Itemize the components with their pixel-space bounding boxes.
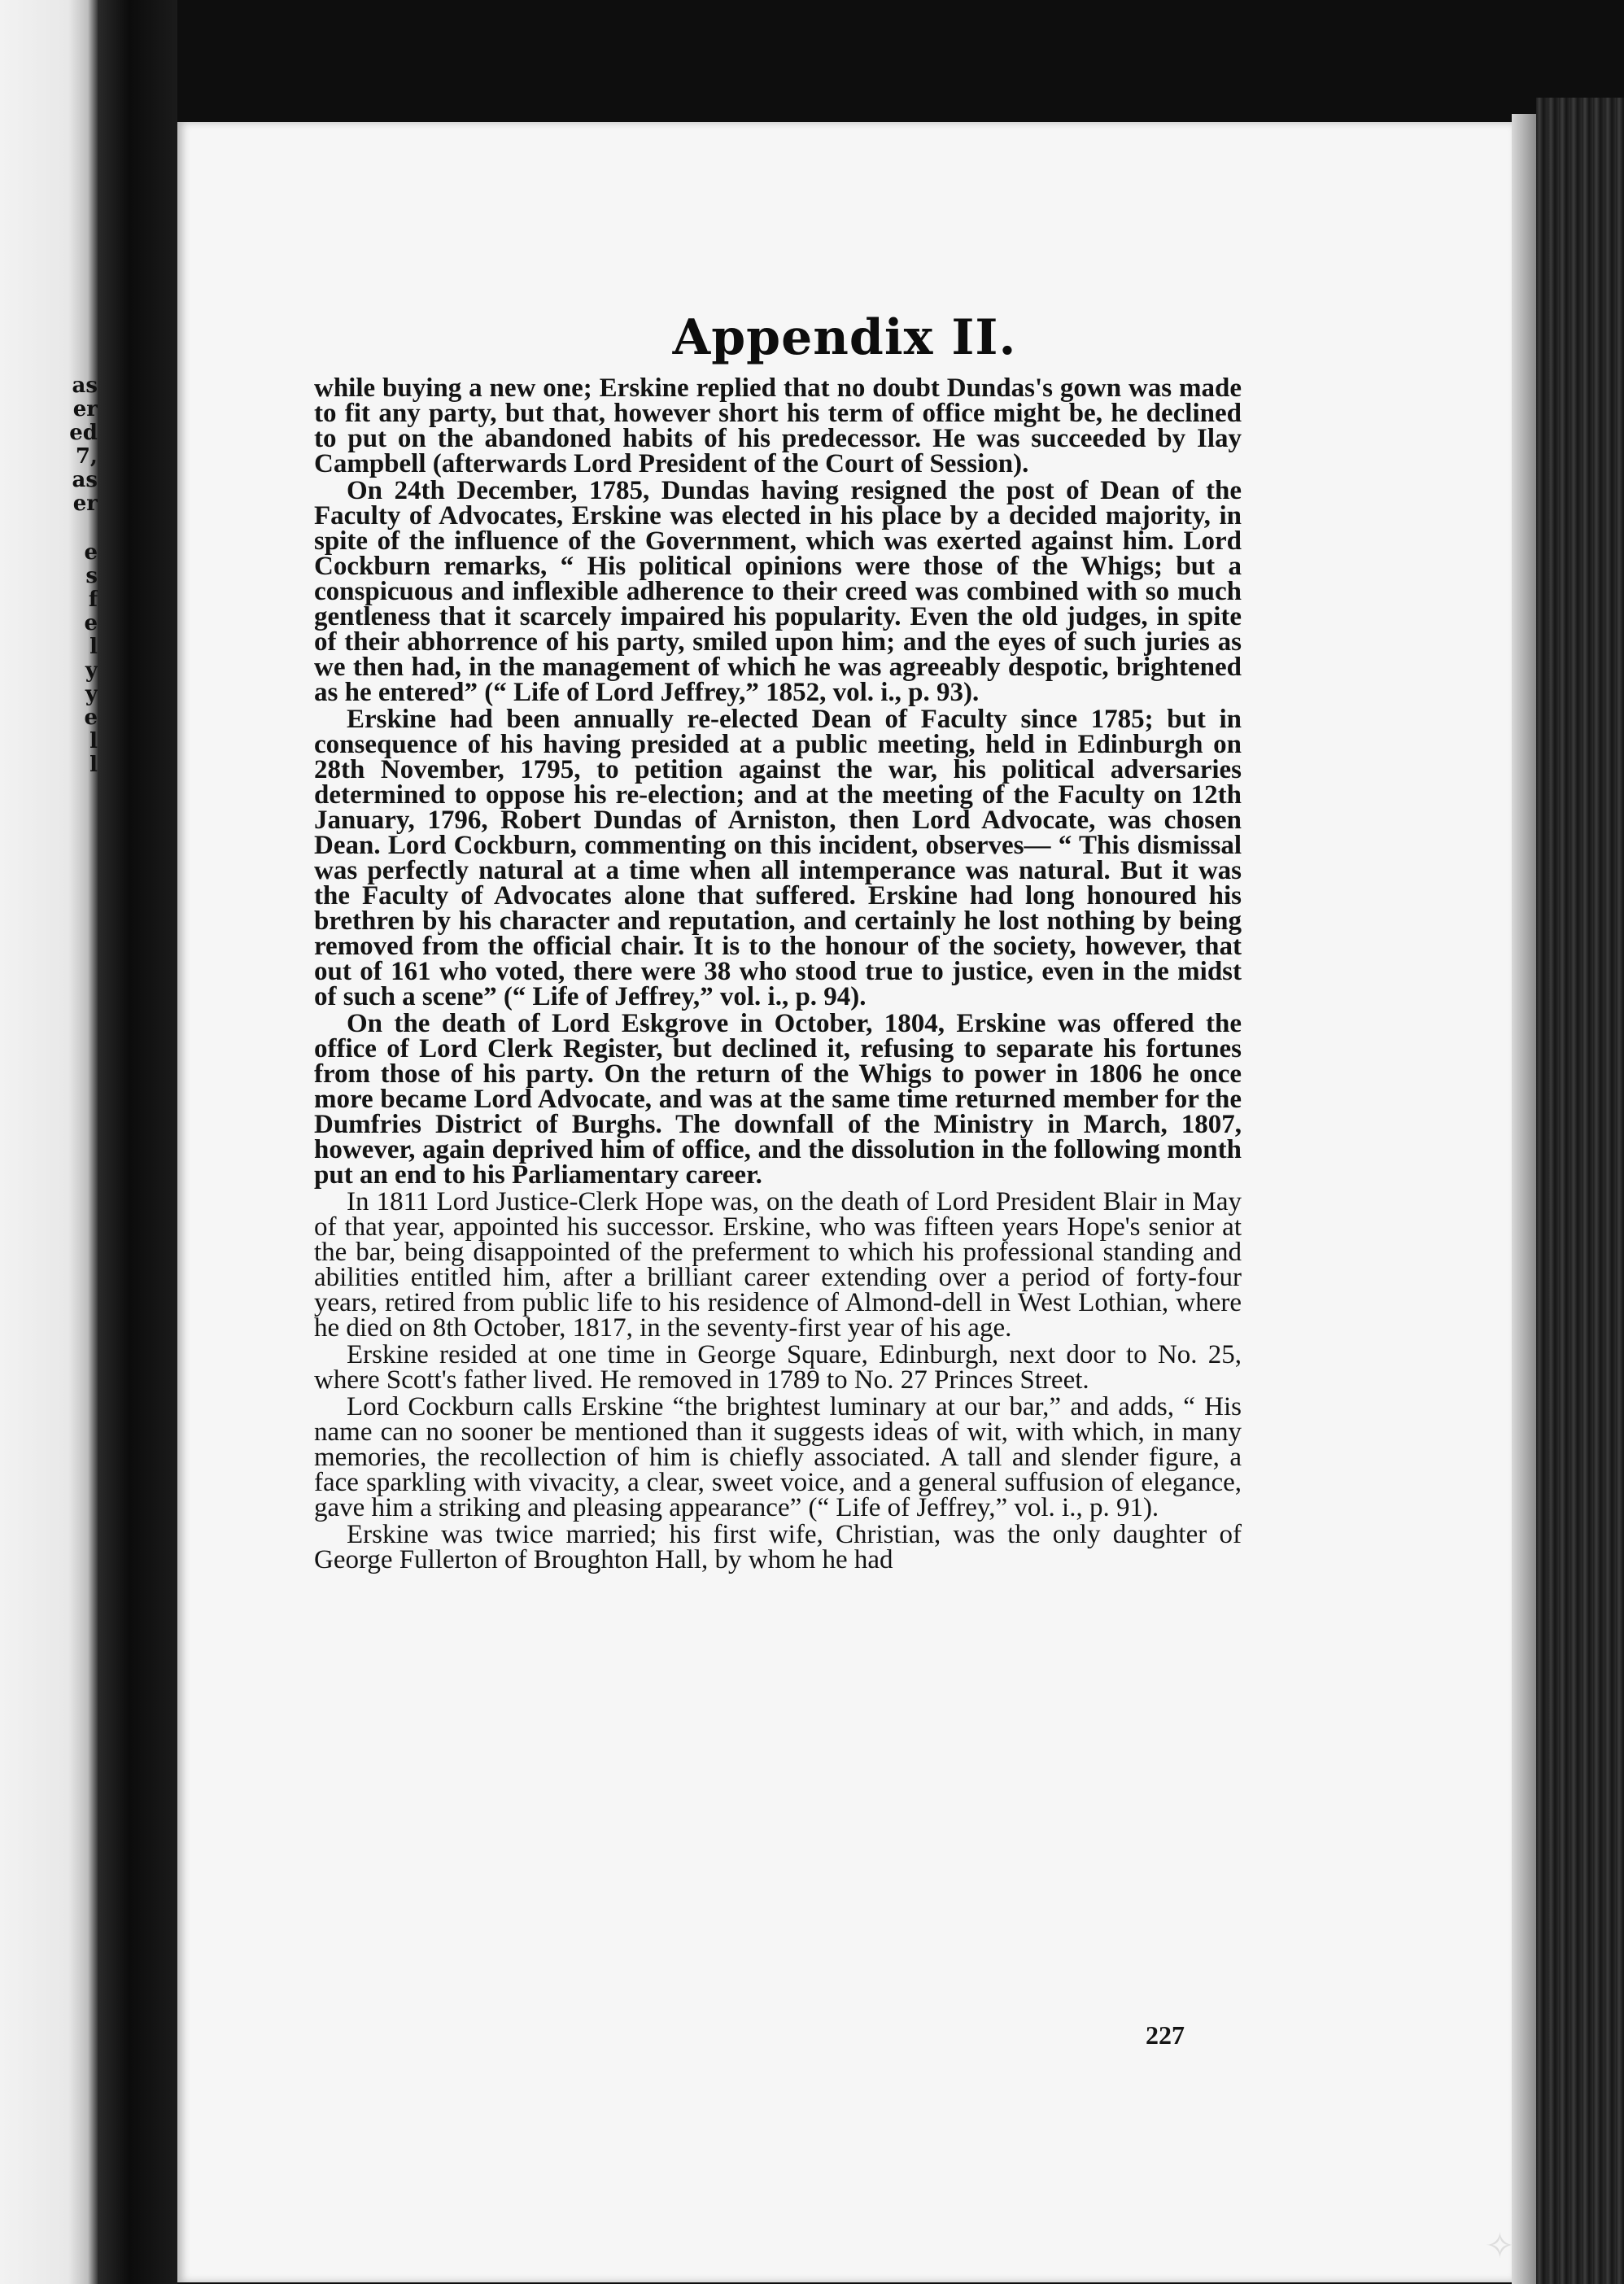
fragment: 7, [75,444,98,469]
paragraph: Erskine resided at one time in George Square, Edinburgh, next door to No. 25, where Scott's father lived. He removed in 1789 to No. 27 Princes Street. [314,1340,1242,1395]
fragment: er [72,397,98,421]
fragment: er [72,491,98,516]
fragment: ed [69,421,98,445]
paragraph: In 1811 Lord Justice-Clerk Hope was, on the death of Lord President Blair in May of that year, appointed his successor. Erskine, who was fifteen years Hope's senior at the bar, being disappointed of the preferment to which his professional standing and abilities entitled him, after a brilliant career extending over a period of forty-four years, retired from public life to his residence of Almond-dell in West Lothian, where he died on 8th October, 1817, in the seventy-first year of his age. [314,1187,1242,1343]
adjacent-page-edge [0,0,98,2284]
body-text [314,373,1242,1574]
corner-mark-icon: ✧ [1485,2225,1515,2267]
fragment: e [84,705,98,730]
paragraph: On the death of Lord Eskgrove in October, 1804, Erskine was offered the office of Lord Clerk Register, but declined it, refusing to separate his fortunes from those of his party. On the return of the Whigs to power in 1806 he once more became Lord Advocate, and was at the same time returned member for the Dumfries District of Burghs. The downfall of the Ministry in March, 1807, however, again deprived him of office, and the dissolution in the following month put an end to his Parliamentary career. [314,1009,1242,1190]
fragment: l [89,635,98,659]
book-binding [1536,98,1624,2284]
adjacent-page-text-fragments [63,374,98,777]
fragment: e [84,611,98,635]
fragment: s [85,564,98,588]
page-edge-shadow [1512,114,1536,2284]
book-gutter [98,0,177,2284]
fragment: y [85,682,98,706]
fragment: f [88,587,98,612]
paragraph: Erskine was twice married; his first wife, Christian, was the only daughter of George Fullerton of Broughton Hall, by whom he had [314,1520,1242,1574]
paragraph: On 24th December, 1785, Dundas having resigned the post of Dean of the Faculty of Advocates, Erskine was elected in his place by a decided majority, in spite of the influence of the Government, which was exerted against him. Lord Cockburn remarks, “ His political opinions were those of the Whigs; but a conspicuous and inflexible adherence to their creed was combined with so much gentleness that it scarcely impaired his popularity. Even the old judges, in spite of their abhorrence of his party, smiled upon him; and the eyes of such juries as we then had, in the management of which he was agreeably despotic, brightened as he entered” (“ Life of Lord Jeffrey,” 1852, vol. i., p. 93). [314,476,1242,707]
paragraph: Lord Cockburn calls Erskine “the brightest luminary at our bar,” and adds, “ His name can no sooner be mentioned than it suggests ideas of wit, with which, in many memories, the recollection of him is chiefly associated. A tall and slender figure, a face sparkling with vivacity, a clear, sweet voice, and a general suffusion of elegance, gave him a striking and pleasing appearance” (“ Life of Jeffrey,” vol. i., p. 91). [314,1392,1242,1522]
page-number: 227 [1146,2020,1185,2050]
paragraph: Erskine had been annually re-elected Dean of Faculty since 1785; but in consequence of his having presided at a public meeting, held in Edinburgh on 28th November, 1795, to petition against the war, his political adversaries determined to oppose his re-election; and at the meeting of the Faculty on 12th January, 1796, Robert Dundas of Arniston, then Lord Advocate, was chosen Dean. Lord Cockburn, commenting on this incident, observes— “ This dismissal was perfectly natural at a time when all intemperance was natural. But it was the Faculty of Advocates alone that suffered. Erskine had long honoured his brethren by his character and reputation, and certainly he lost nothing by being removed from the official chair. It is to the honour of the society, however, that out of 161 who voted, there were 38 who stood true to justice, even in the midst of such a scene” (“ Life of Jeffrey,” vol. i., p. 94). [314,705,1242,1011]
fragment: y [85,658,98,683]
fragment: as [72,468,98,492]
paragraph: while buying a new one; Erskine replied that no doubt Dundas's gown was made to fit any party, but that, however short his term of office might be, he declined to put on the abandoned habits of his predecessor. He was succeeded by Ilay Campbell (afterwards Lord President of the Court of Session). [314,373,1242,478]
fragment: l [89,729,98,753]
fragment: as [72,373,98,398]
page-heading: Appendix II. [672,309,1017,367]
fragment: l [89,753,98,777]
fragment: e [84,540,98,565]
